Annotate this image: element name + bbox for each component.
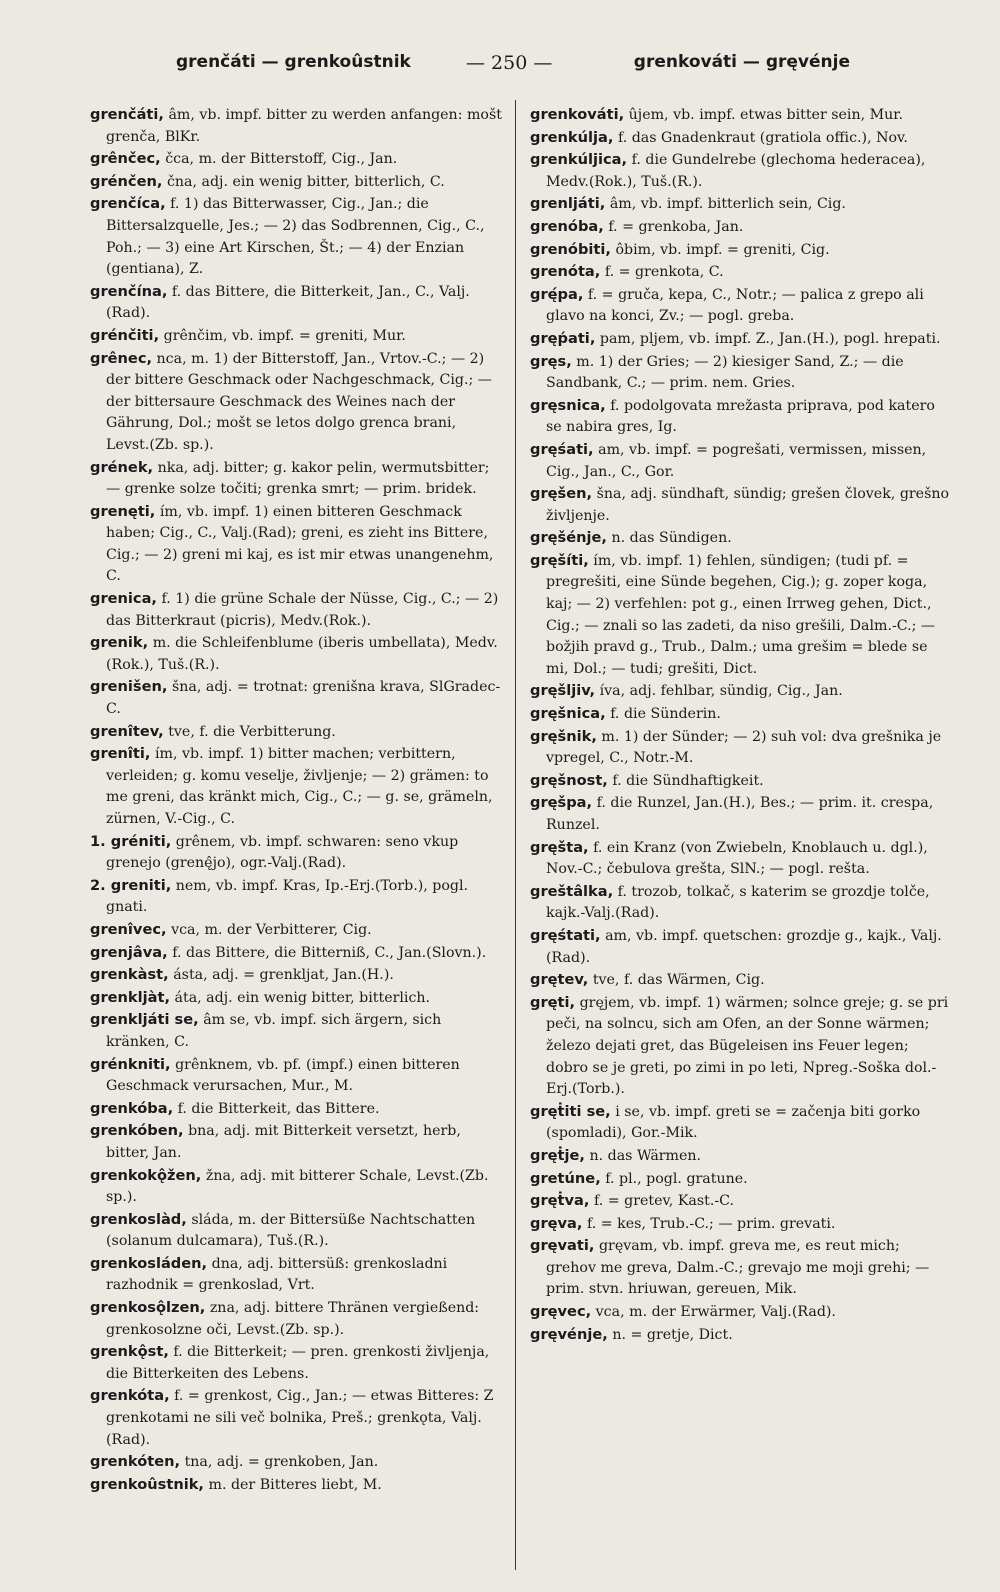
entry-definition: nem, vb. impf. Kras, Ip.-Erj.(Torb.), pogl. gnati. <box>106 877 469 916</box>
entry-definition: f. = grenkota, C. <box>604 264 724 281</box>
entry-definition: am, vb. impf. quetschen: grozdje g., kajk., Valj.(Rad). <box>546 927 942 966</box>
entry-headword: grenik, <box>90 634 149 652</box>
dictionary-entry <box>530 127 950 150</box>
dictionary-entry <box>90 1385 502 1451</box>
entry-definition: nca, m. 1) der Bitterstoff, Jan., Vrtov.-C.; — 2) der bittere Geschmack oder Nachgeschmack, Cig.; — der bittersaure Geschmack des Weines nach der Gährung, Dol.; mošt se letos dolgo grenca brani, Levst.(Zb. sp.). <box>106 350 492 453</box>
dictionary-entry <box>90 325 502 348</box>
entry-headword: grenkováti, <box>530 106 625 123</box>
entry-headword: grenkóben, <box>90 1122 184 1140</box>
entry-headword: grenkàst, <box>90 966 169 984</box>
dictionary-entry <box>530 1168 950 1191</box>
entry-definition: šna, adj. sündhaft, sündig; grešen človek, grešno življenje. <box>546 486 950 524</box>
entry-definition: f. = kes, Trub.-C.; — prim. grevati. <box>586 1215 836 1232</box>
entry-headword: grenkóba, <box>90 1099 174 1117</box>
entry-headword: grenkoûstnik, <box>90 1475 204 1493</box>
entry-definition: grênem, vb. impf. schwaren: seno vkup grenejo (grenę̂jo), ogr.-Valj.(Rad). <box>106 833 459 872</box>
entry-headword: gręs, <box>530 352 572 370</box>
entry-headword: grenica, <box>90 590 157 608</box>
entry-definition: f. das Bittere, die Bitterkeit, Jan., C., Valj.(Rad). <box>106 283 470 322</box>
entry-definition: i se, vb. impf. greti se = začenja biti gorko (spomladi), Gor.-Mik. <box>546 1103 921 1142</box>
entry-headword: grenkóten, <box>90 1453 181 1471</box>
entry-definition: nka, adj. bitter; g. kakor pelin, wermutsbitter; — grenke solze točiti; grenka smrt; — prim. bridek. <box>106 459 490 498</box>
dictionary-entry <box>530 881 950 925</box>
dictionary-entry <box>530 483 950 527</box>
entry-definition: n. = gretje, Dict. <box>612 1326 733 1343</box>
entry-headword: gręti, <box>530 993 576 1011</box>
dictionary-entry <box>530 1190 950 1213</box>
entry-headword: grenkosláden, <box>90 1254 208 1272</box>
entry-definition: ím, vb. impf. 1) fehlen, sündigen; (tudi pf. = pregrešiti, eine Sünde begehen, Cig.); g. zoper koga, kaj; — 2) verfehlen: pot g., einen Irrweg gehen, Dict., Cig.; — znali so las zadeti, da niso grešili, Dalm.-C.; — božjih pravd g., Trub., Dalm.; uma grešim = blede se mi, Dol.; — tudi; grešiti, Dict. <box>546 552 936 677</box>
entry-definition: vca, m. der Erwärmer, Valj.(Rad). <box>595 1304 836 1321</box>
left-column <box>90 104 502 1496</box>
entry-definition: m. 1) der Gries; — 2) kiesiger Sand, Z.; — die Sandbank, C.; — prim. nem. Gries. <box>546 353 904 392</box>
dictionary-entry <box>90 1451 502 1474</box>
entry-definition: f. die Gundelrebe (glechoma hederacea), Medv.(Rok.), Tuš.(R.). <box>546 152 926 190</box>
entry-definition: ûjem, vb. impf. etwas bitter sein, Mur. <box>628 107 903 123</box>
entry-definition: áta, adj. ein wenig bitter, bitterlich. <box>174 989 431 1006</box>
entry-headword: grenkokǫ̂žen, <box>90 1166 202 1184</box>
right-column <box>530 104 950 1346</box>
entry-definition: ôbim, vb. impf. = greniti, Cig. <box>615 241 830 258</box>
entry-headword: grenkóta, <box>90 1387 170 1405</box>
dictionary-entry <box>530 351 950 395</box>
dictionary-entry <box>530 992 950 1101</box>
entry-headword: grenîvec, <box>90 920 167 938</box>
entry-definition: m. die Schleifenblume (iberis umbellata), Medv.(Rok.), Tuš.(R.). <box>106 635 498 673</box>
page-header <box>0 48 1000 78</box>
entry-definition: f. die Bitterkeit; — pren. grenkosti življenja, die Bitterkeiten des Lebens. <box>106 1344 490 1382</box>
entry-definition: f. das Gnadenkraut (gratiola offic.), Nov. <box>617 129 908 146</box>
entry-definition: sláda, m. der Bittersüße Nachtschatten (solanum dulcamara), Tuš.(R.). <box>106 1211 476 1250</box>
entry-definition: âm, vb. impf. bitterlich sein, Cig. <box>609 196 846 213</box>
entry-headword: grę́pa, <box>530 285 584 303</box>
dictionary-entry <box>530 439 950 483</box>
entry-headword: grenkoslàd, <box>90 1210 187 1228</box>
entry-headword: grenkúlja, <box>530 128 614 146</box>
entry-headword: 1. gréniti, <box>90 832 172 850</box>
dictionary-entry <box>530 925 950 969</box>
entry-definition: gręjem, vb. impf. 1) wärmen; solnce greje; g. se pri peči, na solncu, sich am Ofen, an der Sonne wärmen; železo dejati gret, das Bügeleisen ins Feuer legen; dobro se je greti, po zimi in po leti, Npreg.-Soška dol.-Erj.(Torb.). <box>546 994 949 1098</box>
dictionary-entry <box>530 792 950 836</box>
entry-headword: gręšénje, <box>530 529 607 547</box>
entry-headword: gręšpa, <box>530 794 593 812</box>
dictionary-entry <box>90 148 502 171</box>
entry-headword: grenęti, <box>90 502 156 520</box>
dictionary-entry <box>90 501 502 588</box>
dictionary-entry <box>90 942 502 965</box>
entry-headword: gręšnica, <box>530 705 606 723</box>
entry-headword: grenčíca, <box>90 195 166 213</box>
entry-headword: gręšnik, <box>530 727 597 745</box>
entry-headword: grenčáti, <box>90 106 164 123</box>
entry-definition: dna, adj. bittersüß: grenkosladni razhodnik = grenkoslad, Vrt. <box>106 1255 448 1294</box>
dictionary-entry <box>90 1253 502 1297</box>
dictionary-entry <box>90 1341 502 1385</box>
entry-definition: f. ein Kranz (von Zwiebeln, Knoblauch u. dgl.), Nov.-C.; čebulova grešta, SlN.; — pogl. rešta. <box>546 839 928 878</box>
dictionary-entry <box>90 831 502 875</box>
entry-definition: f. pl., pogl. gratune. <box>605 1170 748 1187</box>
entry-headword: grénčiti, <box>90 326 160 344</box>
entry-headword: grenčína, <box>90 282 168 300</box>
dictionary-entry <box>90 632 502 676</box>
entry-headword: grenkosǫ̂lzen, <box>90 1299 206 1317</box>
entry-definition: gręvam, vb. impf. greva me, es reut mich; grehov me greva, Dalm.-C.; grevajo me moji grehi; — prim. stvn. hriuwan, gereuen, Mik. <box>546 1238 930 1298</box>
dictionary-entry <box>90 281 502 325</box>
entry-headword: greštâlka, <box>530 882 614 900</box>
dictionary-entry <box>530 550 950 681</box>
entry-headword: gręṫiti se, <box>530 1102 611 1120</box>
dictionary-entry <box>530 239 950 262</box>
dictionary-entry <box>90 1098 502 1121</box>
entry-definition: m. der Bitteres liebt, M. <box>208 1476 382 1493</box>
entry-definition: vca, m. der Verbitterer, Cig. <box>171 921 372 938</box>
dictionary-entry <box>90 919 502 942</box>
entry-definition: grênknem, vb. pf. (impf.) einen bitteren Geschmack verursachen, Mur., M. <box>106 1056 460 1095</box>
entry-headword: grenišen, <box>90 678 168 696</box>
dictionary-entry <box>530 216 950 239</box>
entry-headword: gręṫva, <box>530 1192 590 1210</box>
entry-headword: gręṕati, <box>530 329 596 347</box>
entry-headword: gręšnost, <box>530 771 608 789</box>
entry-definition: f. die Sündhaftigkeit. <box>612 772 764 789</box>
dictionary-entry <box>90 1165 502 1209</box>
entry-definition: ím, vb. impf. 1) einen bitteren Geschmack haben; Cig., C., Valj.(Rad); greni, es zieht ins Bittere, Cig.; — 2) greni mi kaj, es ist mir etwas unangenehm, C. <box>106 503 494 585</box>
entry-definition: n. das Sündigen. <box>611 530 732 547</box>
entry-headword: grének, <box>90 458 154 476</box>
entry-headword: grenkljáti se, <box>90 1011 199 1029</box>
entry-definition: žna, adj. mit bitterer Schale, Levst.(Zb. sp.). <box>106 1167 489 1206</box>
entry-definition: šna, adj. = trotnat: grenišna krava, SlGradec-C. <box>106 679 501 718</box>
entry-definition: f. das Bittere, die Bitterniß, C., Jan.(Slovn.). <box>172 944 487 961</box>
entry-headword: gręvec, <box>530 1303 592 1321</box>
dictionary-entry <box>530 726 950 770</box>
entry-headword: grenóba, <box>530 217 604 235</box>
dictionary-entry <box>90 1054 502 1098</box>
dictionary-entry <box>90 1297 502 1341</box>
dictionary-entry <box>530 770 950 793</box>
entry-headword: grenljáti, <box>530 195 606 213</box>
entry-definition: m. 1) der Sünder; — 2) suh vol: dva grešnika je vpregel, C., Notr.-M. <box>546 728 942 767</box>
dictionary-entry <box>90 171 502 194</box>
entry-headword: grenkljàt, <box>90 988 171 1006</box>
entry-definition: ásta, adj. = grenkljat, Jan.(H.). <box>173 967 394 984</box>
dictionary-entry <box>530 837 950 881</box>
entry-headword: gręvati, <box>530 1237 595 1255</box>
entry-headword: gręsnica, <box>530 396 606 414</box>
dictionary-entry <box>530 328 950 351</box>
dictionary-entry <box>530 527 950 550</box>
entry-headword: grénčen, <box>90 172 163 190</box>
dictionary-entry <box>90 964 502 987</box>
header-left-guide: grenčáti — grenkoûstnik <box>176 52 411 72</box>
entry-definition: am, vb. impf. = pogrešati, vermissen, missen, Cig., Jan., C., Gor. <box>546 441 927 480</box>
dictionary-entry <box>90 676 502 720</box>
dictionary-entry <box>530 149 950 193</box>
entry-headword: gręšen, <box>530 485 593 503</box>
entry-headword: grênec, <box>90 349 153 367</box>
header-right-guide: grenkováti — gręvénje <box>633 52 850 72</box>
entry-headword: grętev, <box>530 971 589 989</box>
entry-headword: gręṫje, <box>530 1146 585 1164</box>
entry-definition: pam, pljem, vb. impf. Z., Jan.(H.), pogl. hrepati. <box>599 330 941 347</box>
entry-definition: zna, adj. bittere Thränen vergießend: grenkosolzne oči, Levst.(Zb. sp.). <box>106 1300 480 1338</box>
dictionary-entry <box>530 1101 950 1145</box>
entry-definition: f. trozob, tolkač, s katerim se grozdje tolče, kajk.-Valj.(Rad). <box>546 883 930 922</box>
dictionary-entry <box>530 104 950 127</box>
entry-definition: íva, adj. fehlbar, sündig, Cig., Jan. <box>599 683 843 700</box>
dictionary-entry <box>530 193 950 216</box>
dictionary-entry <box>530 395 950 439</box>
entry-definition: čna, adj. ein wenig bitter, bitterlich, C. <box>166 173 445 190</box>
entry-definition: ím, vb. impf. 1) bitter machen; verbittern, verleiden; g. komu veselje, življenje; — 2) grämen: to me greni, das kränkt mich, Cig., C.; — g. se, grämeln, zürnen, V.-Cig., C. <box>106 746 493 827</box>
entry-definition: f. 1) die grüne Schale der Nüsse, Cig., C.; — 2) das Bitterkraut (picris), Medv.(Rok.). <box>106 591 499 629</box>
dictionary-entry <box>530 1213 950 1236</box>
entry-headword: grenîtev, <box>90 722 164 740</box>
entry-definition: f. = grenkoba, Jan. <box>608 218 744 235</box>
entry-headword: grénkniti, <box>90 1055 171 1073</box>
dictionary-entry <box>530 1145 950 1168</box>
dictionary-entry <box>90 588 502 632</box>
entry-headword: grenóta, <box>530 263 601 281</box>
dictionary-entry <box>530 261 950 284</box>
entry-definition: f. die Sünderin. <box>610 706 721 723</box>
dictionary-entry <box>530 1235 950 1301</box>
dictionary-entry <box>90 987 502 1010</box>
entry-headword: grenjâva, <box>90 943 168 961</box>
entry-definition: tna, adj. = grenkoben, Jan. <box>184 1454 379 1471</box>
dictionary-entry <box>90 1209 502 1253</box>
entry-headword: grenkúljica, <box>530 151 628 169</box>
page-number: — 250 — <box>466 52 553 74</box>
entry-definition: âm, vb. impf. bitter zu werden anfangen: mošt grenča, BlKr. <box>106 107 502 145</box>
entry-headword: 2. greniti, <box>90 876 172 894</box>
entry-definition: f. podolgovata mrežasta priprava, pod katero se nabira gres, Ig. <box>546 397 935 436</box>
entry-definition: f. 1) das Bitterwasser, Cig., Jan.; die Bittersalzquelle, Jes.; — 2) das Sodbrennen, Cig., C., Poh.; — 3) eine Art Kirschen, Št.; — 4) der Enzian (gentiana), Z. <box>106 196 485 278</box>
entry-definition: n. das Wärmen. <box>589 1147 702 1164</box>
entry-definition: bna, adj. mit Bitterkeit versetzt, herb, bitter, Jan. <box>106 1123 461 1161</box>
entry-headword: gręvénje, <box>530 1325 608 1343</box>
dictionary-entry <box>90 1009 502 1053</box>
entry-definition: f. = gruča, kepa, C., Notr.; — palica z grepo ali glavo na konci, Zv.; — pogl. greba. <box>546 286 924 325</box>
dictionary-entry <box>90 348 502 457</box>
dictionary-entry <box>90 457 502 501</box>
entry-definition: âm se, vb. impf. sich ärgern, sich kränken, C. <box>106 1012 442 1050</box>
dictionary-entry <box>530 1301 950 1324</box>
dictionary-entry <box>530 284 950 328</box>
dictionary-entry <box>530 969 950 992</box>
entry-headword: gretúne, <box>530 1169 601 1187</box>
dictionary-entry <box>90 743 502 830</box>
dictionary-entry <box>90 104 502 148</box>
entry-definition: tve, f. die Verbitterung. <box>168 723 336 740</box>
dictionary-entry <box>90 875 502 919</box>
entry-headword: gręśtati, <box>530 926 601 944</box>
dictionary-entry <box>90 1474 502 1497</box>
entry-headword: grenîti, <box>90 745 151 763</box>
entry-definition: f. = grenkost, Cig., Jan.; — etwas Bitteres: Z grenkotami ne sili več bolnika, Preš.; grenkǫta, Valj.(Rad). <box>106 1388 494 1448</box>
column-divider <box>515 100 516 1570</box>
entry-definition: f. die Bitterkeit, das Bittere. <box>177 1100 380 1117</box>
dictionary-entry <box>530 703 950 726</box>
entry-headword: gręšta, <box>530 838 589 856</box>
dictionary-entry <box>90 1120 502 1164</box>
entry-headword: gręva, <box>530 1214 583 1232</box>
entry-definition: grênčim, vb. impf. = greniti, Mur. <box>163 327 406 344</box>
dictionary-entry <box>90 721 502 744</box>
entry-definition: čca, m. der Bitterstoff, Cig., Jan. <box>165 151 398 168</box>
entry-definition: f. = gretev, Kast.-C. <box>593 1193 735 1210</box>
entry-definition: f. die Runzel, Jan.(H.), Bes.; — prim. it. crespa, Runzel. <box>546 795 934 833</box>
dictionary-entry <box>530 680 950 703</box>
entry-headword: gręśati, <box>530 440 594 458</box>
dictionary-entry <box>530 1324 950 1347</box>
entry-headword: grenkǫ̂st, <box>90 1343 169 1361</box>
entry-headword: gręšljiv, <box>530 682 596 700</box>
entry-definition: tve, f. das Wärmen, Cig. <box>592 972 765 989</box>
entry-headword: grênčec, <box>90 150 161 168</box>
entry-headword: grenóbiti, <box>530 240 611 258</box>
entry-headword: gręšíti, <box>530 551 589 569</box>
dictionary-entry <box>90 193 502 280</box>
